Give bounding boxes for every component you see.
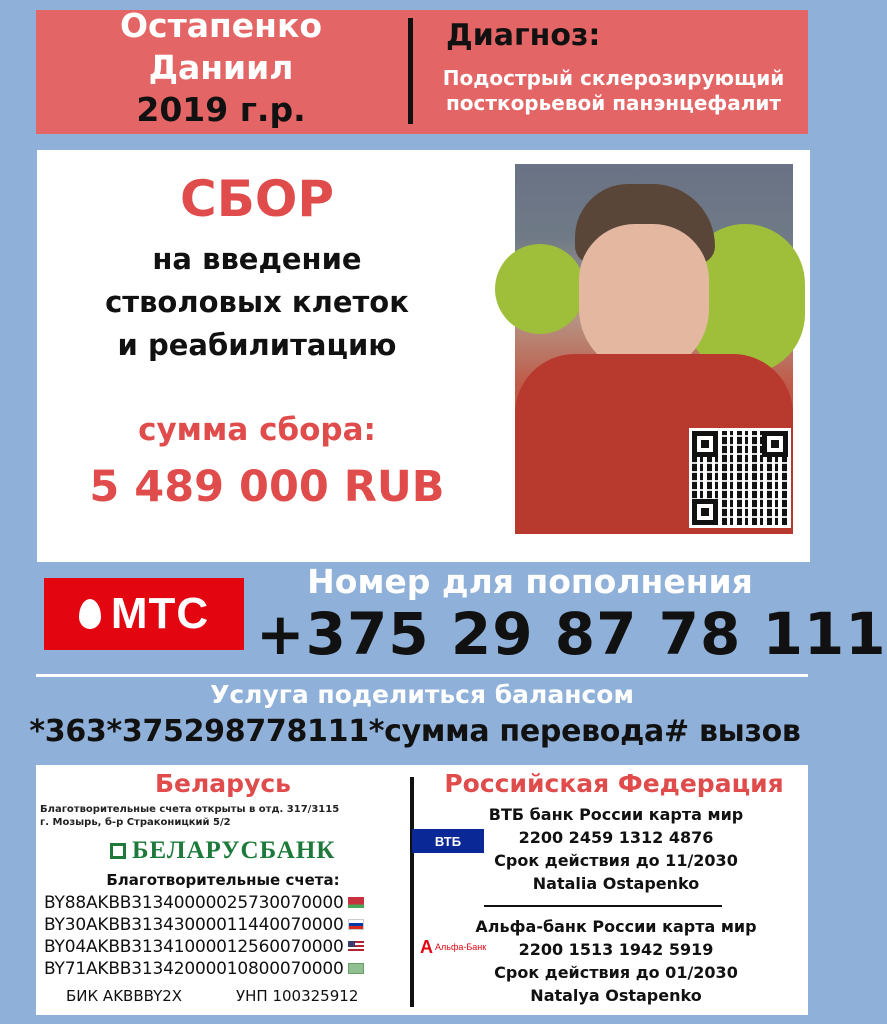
- alfa-bank-letter: А: [420, 937, 433, 957]
- russia-flag-icon: [348, 919, 364, 930]
- patient-birth-year: 2019 г.р.: [136, 90, 306, 129]
- qr-finder: [692, 499, 718, 525]
- belarus-address: [40, 803, 420, 829]
- share-balance-title: Услуга поделиться балансом: [210, 680, 634, 709]
- vtb-card-number: 2200 2459 1312 4876: [518, 828, 714, 847]
- topup-title: Номер для пополнения: [307, 562, 753, 601]
- diagnosis-title: Диагноз:: [446, 18, 601, 53]
- vtb-card-type: ВТБ банк России карта мир: [488, 805, 744, 824]
- card-separator: [484, 905, 722, 907]
- euro-note-icon: [348, 963, 364, 974]
- account-number: BY04AKBB31341000012560070000: [44, 937, 344, 957]
- address-line-2: г. Мозырь, б-р Страконицкий 5/2: [40, 817, 231, 828]
- vtb-card-expiry: Срок действия до 11/2030: [494, 851, 738, 870]
- account-row: [44, 959, 418, 979]
- photo-face: [579, 224, 709, 374]
- qr-finder: [762, 431, 788, 457]
- mts-logo: [44, 578, 244, 650]
- vtb-card-block: [466, 803, 766, 895]
- accounts-title: Благотворительные счета:: [106, 871, 340, 889]
- amount-label: сумма сбора:: [138, 412, 376, 448]
- mts-egg-icon: [79, 599, 101, 629]
- address-line-1: Благотворительные счета открыты в отд. 317/3115: [40, 804, 340, 815]
- vtb-card-holder: Natalia Ostapenko: [532, 874, 700, 893]
- vtb-logo: ВТБ: [412, 829, 484, 853]
- belarusbank-name: БЕЛАРУСБАНК: [132, 837, 336, 864]
- alfa-card-holder: Natalya Ostapenko: [530, 986, 702, 1005]
- fundraiser-title: СБОР: [180, 170, 334, 228]
- alfa-bank-logo-text: Альфа-Банк: [435, 942, 487, 952]
- belarusbank-mark-icon: [110, 843, 126, 859]
- ussd-code: *363*375298778111*сумма перевода# вызов: [29, 714, 801, 749]
- alfa-card-type: Альфа-банк России карта мир: [475, 917, 757, 936]
- qr-finder: [692, 431, 718, 457]
- usa-flag-icon: [348, 941, 364, 952]
- purpose-line-1: на введение: [152, 242, 362, 276]
- patient-first-name: Даниил: [148, 48, 294, 87]
- alfa-card-number: 2200 1513 1942 5919: [518, 940, 714, 959]
- russia-title: Российская Федерация: [444, 769, 784, 798]
- purpose-line-3: и реабилитацию: [117, 328, 397, 362]
- belarus-title: Беларусь: [154, 769, 291, 798]
- belarus-flag-icon: [348, 897, 364, 908]
- account-row: [44, 937, 418, 957]
- bik-code: БИК AKBBBY2X: [66, 987, 183, 1005]
- account-row: [44, 915, 418, 935]
- account-row: [44, 893, 418, 913]
- mts-logo-text: МТС: [110, 589, 210, 638]
- column-divider: [410, 777, 414, 1007]
- qr-code[interactable]: [689, 428, 791, 528]
- bank-details-box: [36, 765, 808, 1015]
- purpose-line-2: стволовых клеток: [105, 285, 409, 319]
- patient-surname: Остапенко: [119, 6, 323, 45]
- header-divider: [408, 18, 413, 124]
- account-number: BY30AKBB31343000011440070000: [44, 915, 344, 935]
- belarusbank-logo: [110, 837, 335, 865]
- photo-pillow-left: [495, 244, 585, 334]
- topup-phone-number[interactable]: +375 29 87 78 111: [256, 600, 887, 668]
- alfa-card-block: [466, 915, 766, 1007]
- diagnosis-text: Подострый склерозирующий посткорьевой панэнцефалит: [442, 66, 785, 115]
- alfa-card-expiry: Срок действия до 01/2030: [494, 963, 738, 982]
- fundraiser-card: [37, 150, 810, 562]
- header-banner: [36, 6, 808, 134]
- account-number: BY88AKBB31340000025730070000: [44, 893, 344, 913]
- account-number: BY71AKBB31342000010800070000: [44, 959, 344, 979]
- section-divider: [36, 674, 808, 677]
- unp-code: УНП 100325912: [236, 987, 359, 1005]
- fundraiser-purpose: [67, 238, 447, 367]
- amount-value: 5 489 000 RUB: [89, 462, 445, 512]
